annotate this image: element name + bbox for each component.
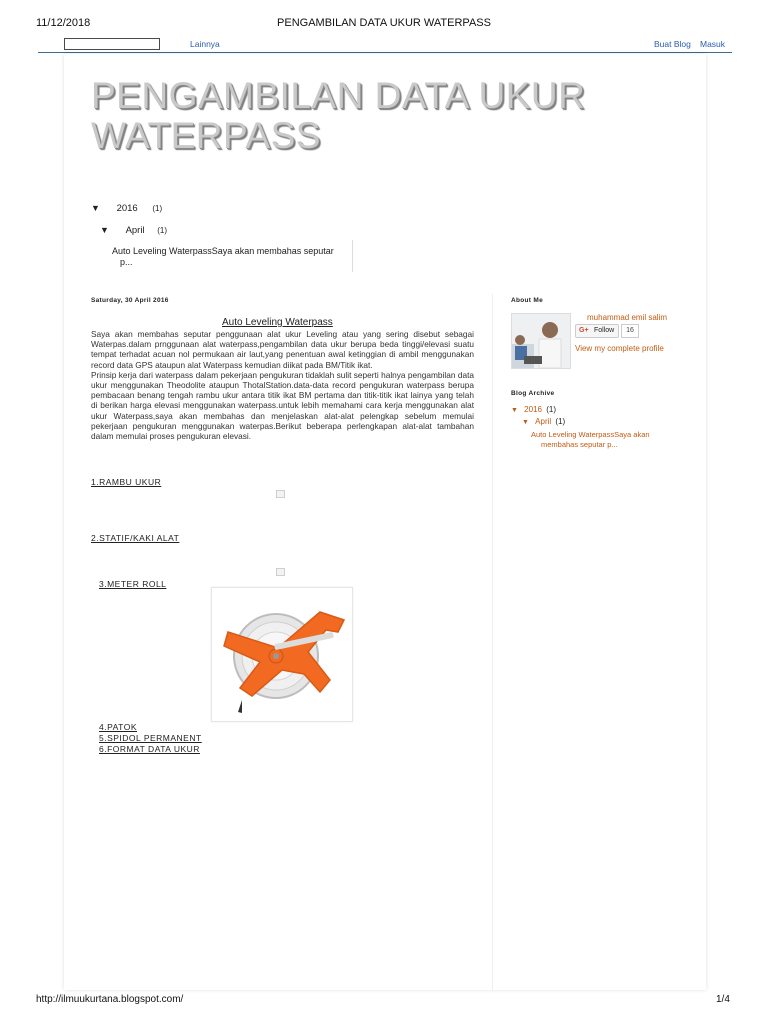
sidebar-archive-month-row	[522, 417, 565, 426]
archive-post-link[interactable]	[112, 246, 348, 268]
print-page-number: 1/4	[716, 994, 730, 1005]
sidebar-archive-month-count: (1)	[555, 417, 566, 426]
about-me-heading: About Me	[511, 297, 544, 304]
google-plus-icon: G+	[579, 327, 589, 334]
sidebar-archive-year-row	[511, 405, 556, 414]
print-title: PENGAMBILAN DATA UKUR WATERPASS	[277, 17, 491, 29]
follow-button[interactable]	[575, 324, 619, 338]
sidebar-divider	[492, 294, 493, 990]
view-profile-link[interactable]: View my complete profile	[575, 344, 664, 353]
item-format-data-link[interactable]: 6.FORMAT DATA UKUR	[99, 744, 200, 754]
print-url: http://ilmuukurtana.blogspot.com/	[36, 994, 184, 1005]
triangle-down-icon[interactable]: ▼	[100, 225, 109, 235]
sidebar-archive-post-link[interactable]	[531, 430, 650, 450]
sidebar-archive-month-link[interactable]: April	[535, 417, 552, 426]
item-meter-roll-link[interactable]: 3.METER ROLL	[99, 579, 167, 589]
sidebar-archive-post-line: Auto Leveling WaterpassSaya akan	[531, 430, 650, 439]
navbar-sign-in-link[interactable]: Masuk	[700, 39, 726, 49]
follow-label: Follow	[594, 327, 615, 334]
blogger-navbar	[38, 36, 732, 53]
triangle-down-icon[interactable]: ▼	[522, 419, 529, 426]
archive-post-line: Auto Leveling WaterpassSaya akan membahas seputar	[112, 246, 334, 256]
broken-image-icon	[276, 490, 285, 498]
sidebar-archive-post-line: membahas seputar p...	[541, 440, 618, 449]
print-header	[0, 17, 768, 31]
archive-post-box	[104, 240, 353, 272]
archive-year-row	[91, 203, 162, 214]
blog-page	[64, 54, 706, 990]
follower-count: 16	[621, 324, 639, 338]
archive-month-link[interactable]: April	[125, 225, 145, 236]
archive-month-row	[100, 225, 167, 236]
navbar-search-input[interactable]	[64, 38, 160, 50]
sidebar-archive-year-link[interactable]: 2016	[524, 405, 542, 414]
archive-year-count: (1)	[152, 204, 163, 213]
archive-year-link[interactable]: 2016	[116, 203, 138, 214]
item-spidol-link[interactable]: 5.SPIDOL PERMANENT	[99, 733, 202, 743]
item-rambu-ukur-link[interactable]: 1.RAMBU UKUR	[91, 477, 162, 487]
print-date: 11/12/2018	[36, 17, 91, 29]
archive-post-line: p...	[120, 257, 133, 267]
post-paragraph: Saya akan membahas seputar penggunaan alat ukur Leveling atau yang sering disebut sebagai Waterpas.dalam prnggunaan alat waterpass,pengambilan data ukur berupa beda tinggi/elevasi suatu tempat terhadat acuan nol permukaan air laut,yang penentuan awal ketinggian di ambil menggunakan record data GPS ataupun alat Waterpass kemudian diikat pada BM/Titik ikat.	[91, 329, 474, 370]
post-body	[91, 329, 474, 441]
profile-photo[interactable]	[511, 313, 571, 369]
navbar-more-link[interactable]: Lainnya	[190, 39, 220, 49]
item-patok-link[interactable]: 4.PATOK	[99, 722, 137, 732]
post-title[interactable]: Auto Leveling Waterpass	[222, 317, 333, 328]
triangle-down-icon[interactable]: ▼	[91, 203, 100, 213]
item-statif-link[interactable]: 2.STATIF/KAKI ALAT	[91, 533, 180, 543]
navbar-create-blog-link[interactable]: Buat Blog	[654, 39, 691, 49]
post-paragraph: Prinsip kerja dari waterpass dalam pekerjaan pengukuran tidaklah sulit seperti halnya pengambilan data ukur menggunakan Theodolite ataupun ThotalStation.data-data record pengukuran waterpass berupa pembacaan benang tengah rambu ukur antara titik ikat BM pertama dan titik-titik ikat lainya yang telah di berikan harga elevasi menggunakan waterpass.untuk lebih memahami cara kerja menggunakan alat ukur Waterpass,saya akan membahas dan menjelaskan alat-alat pelengkap sebelum memulai pekerjaan pengukuran menggunakan waterpas.Berikut beberapa perlengkapan alat-alat tambahan dalam memulai proses pengukuran elevasi.	[91, 369, 474, 442]
triangle-down-icon[interactable]: ▼	[511, 407, 518, 414]
avatar	[512, 314, 570, 368]
meter-roll-image[interactable]	[211, 587, 353, 722]
meter-roll-illustration	[212, 588, 352, 721]
blog-title[interactable]: PENGAMBILAN DATA UKUR WATERPASS	[91, 75, 586, 156]
broken-image-icon	[276, 568, 285, 576]
profile-name-link[interactable]: muhammad emil salim	[587, 313, 668, 322]
archive-month-count: (1)	[157, 226, 167, 235]
post-date: Saturday, 30 April 2016	[91, 297, 169, 304]
blog-archive-heading: Blog Archive	[511, 390, 555, 397]
sidebar-archive-year-count: (1)	[546, 405, 556, 414]
